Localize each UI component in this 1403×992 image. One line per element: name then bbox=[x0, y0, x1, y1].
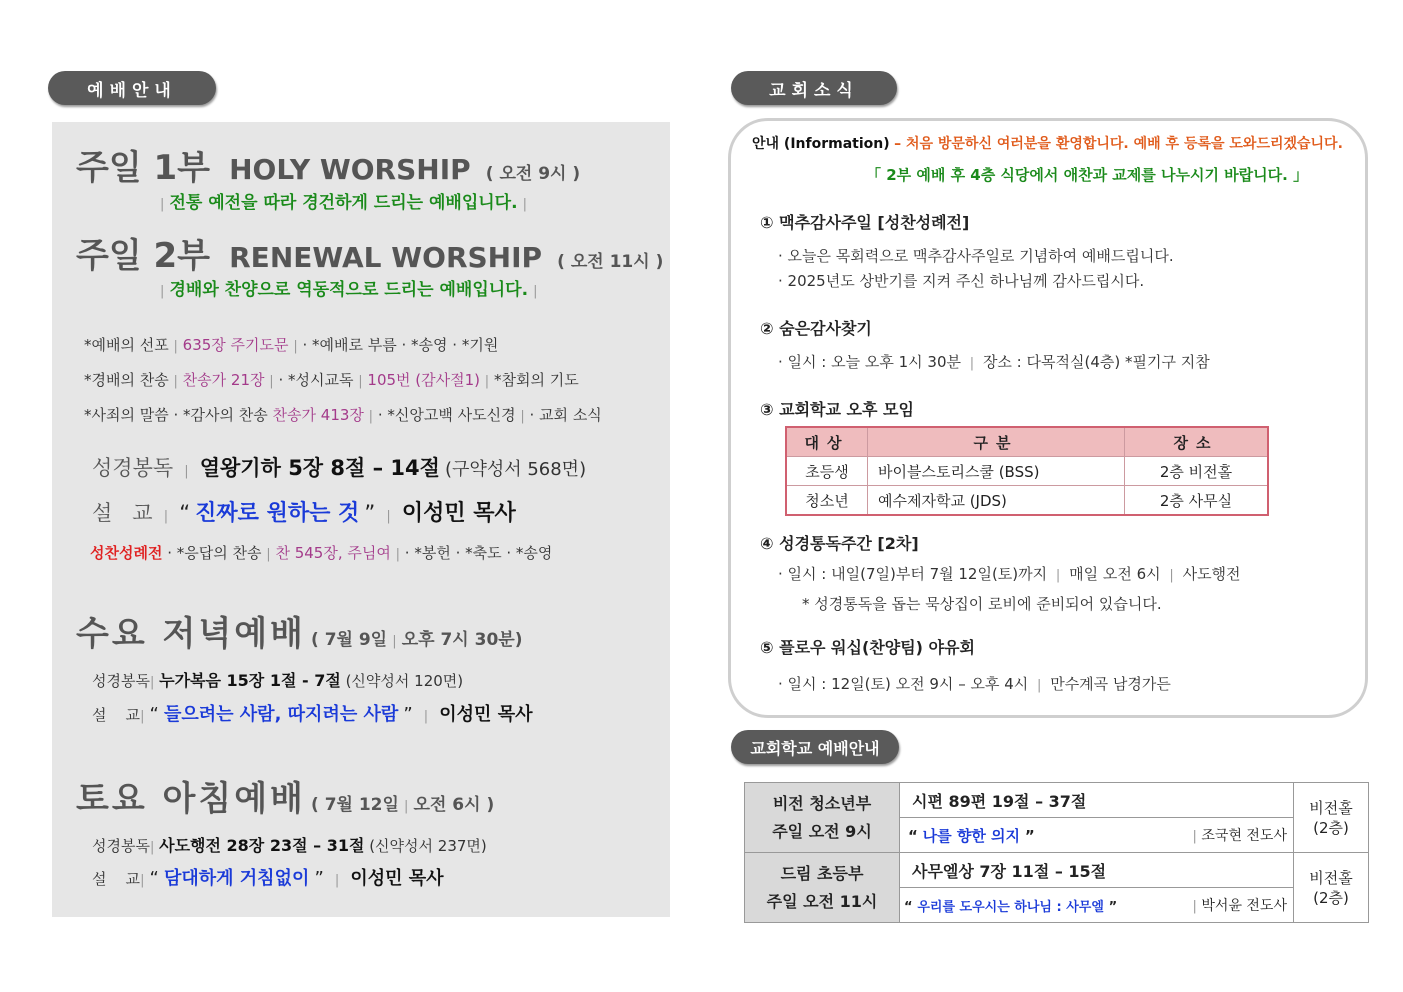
order-text: *참회의 기도 bbox=[493, 371, 579, 389]
news-item-5-row: · 일시 : 12일(토) 오전 9시 – 오후 4시 | 만수계곡 남경가든 bbox=[778, 675, 1171, 693]
preacher: 이성민 목사 bbox=[439, 704, 533, 725]
place-cell: 비전홀 (2층) bbox=[1294, 783, 1369, 853]
news-item-5-title: ⑤ 플로우 워십(찬양팀) 야유회 bbox=[760, 638, 975, 657]
order-text: · *성시교독 bbox=[278, 371, 354, 389]
reading-passage: 시편 89편 19절 – 37절 bbox=[900, 783, 1294, 818]
table-cell: 예수제자학교 (JDS) bbox=[868, 486, 1125, 516]
table-header: 장소 bbox=[1125, 427, 1269, 457]
order-text: · *신앙고백 사도신경 bbox=[377, 406, 516, 424]
meal-text: 「 2부 예배 후 4층 식당에서 애찬과 교제를 나누시기 바랍니다. 」 bbox=[866, 166, 1309, 184]
order-line-3: *사죄의 말씀 · *감사의 찬송 찬송가 413장 | · *신앙고백 사도신경 | · 교회 소식 bbox=[84, 406, 602, 424]
order-text: · *봉헌 · *축도 · *송영 bbox=[404, 544, 553, 562]
wednesday-reading-row: 성경봉독| 누가복음 15장 1절 - 7절 (신약성서 120면) bbox=[92, 671, 464, 690]
saturday-sermon-row: 설 교| “ 담대하게 거침없이 ” | 이성민 목사 bbox=[92, 868, 444, 889]
school-schedule-table bbox=[744, 782, 1369, 923]
response-line: 성찬성례전 · *응답의 찬송 | 찬 545장, 주님여 | · *봉헌 · *축도 · *송영 bbox=[90, 544, 553, 562]
dept-time: 주일 오전 9시 bbox=[772, 821, 872, 841]
sunday-2-time: ( 오전 11시 ) bbox=[557, 252, 664, 272]
news-item-1-text: · 2025년도 상반기를 지켜 주신 하나님께 감사드립시다. bbox=[778, 272, 1145, 290]
sermon-label: 설 교 bbox=[92, 706, 141, 724]
sermon-label: 설 교 bbox=[92, 501, 153, 525]
dept-name: 드림 초등부 bbox=[780, 863, 864, 883]
hymn-text: 635장 주기도문 bbox=[182, 336, 289, 354]
sunday-2-heading bbox=[76, 228, 663, 277]
sunday-reading-row: 성경봉독 | 열왕기하 5장 8절 – 14절 (구약성서 568면) bbox=[92, 456, 587, 480]
dept-time: 주일 오전 11시 bbox=[766, 891, 878, 911]
reading-page: (신약성서 237면) bbox=[369, 837, 487, 855]
table-header-row bbox=[786, 427, 1268, 457]
preacher: 박서윤 전도사 bbox=[1201, 898, 1287, 914]
order-text: · 교회 소식 bbox=[529, 406, 602, 424]
table-row bbox=[745, 853, 1369, 888]
meal-notice bbox=[866, 164, 1308, 185]
wednesday-sermon-row: 설 교| “ 들으려는 사람, 따지려는 사람 ” | 이성민 목사 bbox=[92, 704, 533, 725]
dept-cell bbox=[745, 783, 900, 853]
info-row bbox=[752, 133, 1343, 153]
table-header: 대상 bbox=[786, 427, 868, 457]
saturday-title: 토요 아침예배 bbox=[76, 779, 306, 819]
reading-label: 성경봉독 bbox=[92, 672, 150, 690]
hymn-text: 찬송가 21장 bbox=[182, 371, 265, 389]
sunday-sermon-row: 설 교 | “ 진짜로 원하는 것 ” | 이성민 목사 bbox=[92, 501, 516, 526]
reading-label: 성경봉독 bbox=[92, 837, 150, 855]
table-cell: 바이블스토리스쿨 (BSS) bbox=[868, 457, 1125, 486]
saturday-time: 오전 6시 ) bbox=[413, 795, 495, 815]
place-cell: 비전홀 (2층) bbox=[1294, 853, 1369, 923]
dept-cell bbox=[745, 853, 900, 923]
order-text: *예배의 선포 bbox=[84, 336, 169, 354]
sunday-2-desc-row: | 경배와 찬양으로 역동적으로 드리는 예배입니다. | bbox=[160, 280, 538, 300]
news-item-4-text: 매일 오전 6시 bbox=[1069, 565, 1161, 583]
order-text: · *응답의 찬송 bbox=[167, 544, 262, 562]
sermon-title: 우리를 도우시는 하나님 : 사무엘 bbox=[917, 899, 1104, 915]
order-text: *사죄의 말씀 · *감사의 찬송 bbox=[84, 406, 268, 424]
wednesday-title: 수요 저녁예배 bbox=[76, 614, 306, 654]
table-cell: 청소년 bbox=[786, 486, 868, 516]
news-item-1-title: ① 맥추감사주일 [성찬성례전] bbox=[760, 213, 970, 232]
reading-passage: 사무엘상 7장 11절 – 15절 bbox=[900, 853, 1294, 888]
sunday-2-english: RENEWAL WORSHIP bbox=[229, 241, 543, 274]
preacher: 이성민 목사 bbox=[401, 501, 516, 526]
sunday-1-title: 주일 1부 bbox=[76, 148, 211, 188]
saturday-heading: 토요 아침예배 ( 7월 12일 | 오전 6시 ) bbox=[76, 779, 495, 819]
sermon-cell: “ 나를 향한 의지 ” bbox=[900, 818, 1169, 853]
news-item-5-text: 만수계곡 남경가든 bbox=[1050, 675, 1171, 693]
table-row bbox=[745, 783, 1369, 818]
sermon-title: 나를 향한 의지 bbox=[922, 826, 1021, 845]
worship-section-pill: 예배안내 bbox=[48, 71, 216, 105]
news-section-pill: 교회소식 bbox=[731, 71, 897, 105]
preacher-cell: | 박서윤 전도사 bbox=[1168, 888, 1293, 923]
sunday-2-title: 주일 2부 bbox=[76, 236, 211, 276]
school-section-pill: 교회학교 예배안내 bbox=[731, 730, 899, 764]
preacher: 이성민 목사 bbox=[350, 868, 444, 889]
sermon-title: 들으려는 사람, 따지려는 사람 bbox=[163, 704, 399, 725]
school-group-table bbox=[785, 426, 1269, 516]
news-item-1-text: · 오늘은 목회력으로 맥추감사주일로 기념하여 예배드립니다. bbox=[778, 247, 1174, 265]
sunday-1-heading bbox=[76, 140, 580, 189]
order-line-1: *예배의 선포 | 635장 주기도문 | · *예배로 부름 · *송영 · *기원 bbox=[84, 336, 499, 354]
sermon-title: 담대하게 거침없이 bbox=[163, 868, 310, 889]
news-item-5-text: · 일시 : 12일(토) 오전 9시 – 오후 4시 bbox=[778, 675, 1029, 693]
preacher: 조국현 전도사 bbox=[1201, 828, 1287, 844]
table-cell: 2층 사무실 bbox=[1125, 486, 1269, 516]
table-row bbox=[786, 486, 1268, 516]
hymn-text: 찬 545장, 주님여 bbox=[275, 544, 391, 562]
table-row bbox=[786, 457, 1268, 486]
info-label: 안내 (Information) bbox=[752, 136, 890, 152]
sermon-cell: “ 우리를 도우시는 하나님 : 사무엘 ” bbox=[900, 888, 1169, 923]
reading-page: (구약성서 568면) bbox=[445, 459, 587, 480]
table-header: 구분 bbox=[868, 427, 1125, 457]
sunday-1-english: HOLY WORSHIP bbox=[229, 153, 471, 186]
saturday-reading-row: 성경봉독| 사도행전 28장 23절 – 31절 (신약성서 237면) bbox=[92, 836, 487, 855]
sunday-1-desc: 전통 예전을 따라 경건하게 드리는 예배입니다. bbox=[169, 193, 518, 213]
news-item-2-text: 장소 : 다목적실(4층) *필기구 지참 bbox=[982, 353, 1210, 371]
hymn-text: 찬송가 413장 bbox=[272, 406, 364, 424]
order-text: *경배의 찬송 bbox=[84, 371, 169, 389]
preacher-cell: | 조국현 전도사 bbox=[1168, 818, 1293, 853]
table-cell: 2층 비전홀 bbox=[1125, 457, 1269, 486]
news-item-2-row: · 일시 : 오늘 오후 1시 30분 | 장소 : 다목적실(4층) *필기구 지참 bbox=[778, 353, 1210, 371]
news-item-4-text: · 일시 : 내일(7일)부터 7월 12일(토)까지 bbox=[778, 565, 1048, 583]
news-item-3-title: ③ 교회학교 오후 모임 bbox=[760, 400, 914, 419]
sermon-label: 설 교 bbox=[92, 870, 141, 888]
reading-page: (신약성서 120면) bbox=[345, 672, 464, 690]
sacrament-label: 성찬성례전 bbox=[90, 544, 163, 562]
reading-label: 성경봉독 bbox=[92, 456, 174, 480]
news-item-4-title: ④ 성경통독주간 [2차] bbox=[760, 534, 919, 553]
reading-passage: 열왕기하 5장 8절 – 14절 bbox=[199, 456, 440, 480]
sunday-2-desc: 경배와 찬양으로 역동적으로 드리는 예배입니다. bbox=[169, 280, 529, 300]
news-item-2-text: · 일시 : 오늘 오후 1시 30분 bbox=[778, 353, 961, 371]
table-cell: 초등생 bbox=[786, 457, 868, 486]
reading-passage: 사도행전 28장 23절 – 31절 bbox=[159, 836, 365, 855]
dept-name: 비전 청소년부 bbox=[772, 793, 872, 813]
order-line-2: *경배의 찬송 | 찬송가 21장 | · *성시교독 | 105번 (감사절1) | *참회의 기도 bbox=[84, 371, 579, 389]
news-item-4-row: · 일시 : 내일(7일)부터 7월 12일(토)까지 | 매일 오전 6시 | 사도행전 bbox=[778, 565, 1241, 583]
reading-text: 105번 (감사절1) bbox=[367, 371, 481, 389]
sermon-title: 진짜로 원하는 것 bbox=[195, 501, 360, 526]
reading-passage: 누가복음 15장 1절 - 7절 bbox=[159, 671, 341, 690]
wednesday-heading: 수요 저녁예배 ( 7월 9일 | 오후 7시 30분) bbox=[76, 614, 523, 654]
sunday-1-time: ( 오전 9시 ) bbox=[485, 164, 581, 184]
news-item-4-note: * 성경통독을 돕는 묵상집이 로비에 준비되어 있습니다. bbox=[802, 595, 1162, 613]
wednesday-time: 오후 7시 30분) bbox=[401, 630, 523, 650]
wednesday-date: ( 7월 9일 bbox=[311, 630, 388, 650]
order-text: · *예배로 부름 · *송영 · *기원 bbox=[302, 336, 499, 354]
saturday-date: ( 7월 12일 bbox=[311, 795, 399, 815]
sunday-1-desc-row: | 전통 예전을 따라 경건하게 드리는 예배입니다. | bbox=[160, 193, 528, 213]
news-item-4-text: 사도행전 bbox=[1182, 565, 1241, 583]
news-item-2-title: ② 숨은감사찾기 bbox=[760, 319, 872, 338]
info-text: – 처음 방문하신 여러분을 환영합니다. 예배 후 등록을 도와드리겠습니다. bbox=[894, 136, 1343, 152]
